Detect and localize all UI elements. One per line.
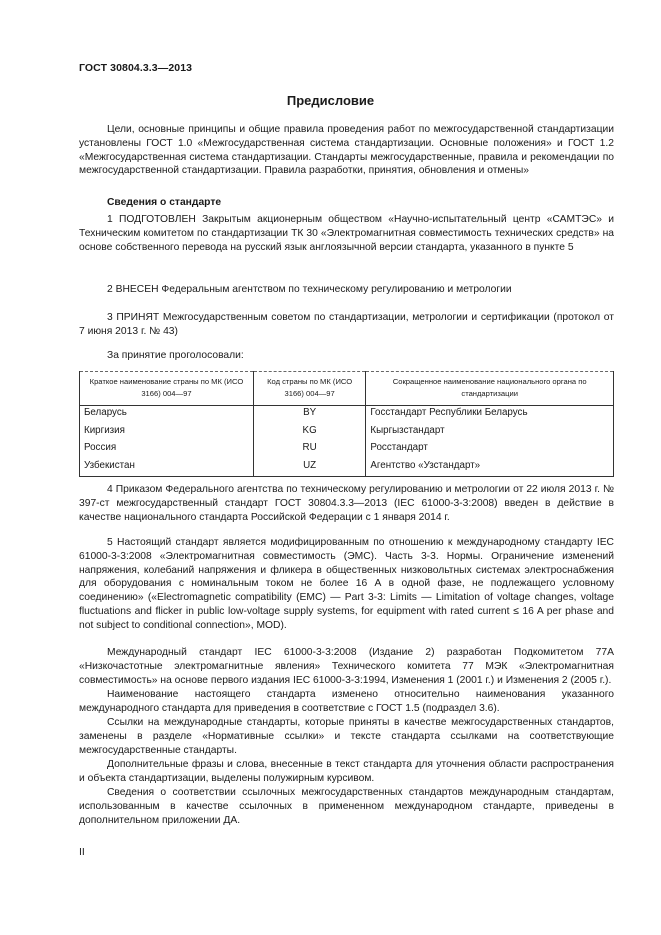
table-row <box>80 459 614 477</box>
references-paragraph: Ссылки на международные стандарты, которые приняты в качестве межгосударственных стандартов, заменены в разделе «Нормативные ссылки» и тексте стандарта ссылками на соответствующие межгосударственные стандарты. <box>79 717 614 756</box>
intl-standard-paragraph: Международный стандарт IEC 61000-3-3:2008 (Издание 2) разработан Подкомитетом 77А «Низкочастотные электромагнитные явления» Технического комитета 77 МЭК «Электромагнитная совместимость» на основе первого издания IEC 61000-3-3:1994, Изменения 1 (2001 г.) и Изменения 2 (2005 г.). <box>79 647 614 686</box>
table-cell-body: Госстандарт Республики Беларусь <box>366 406 614 424</box>
table-header-country: Краткое наименование страны по МК (ИСО 3166) 004—97 <box>80 372 254 406</box>
table-cell-country: Россия <box>80 441 254 459</box>
table-row <box>80 424 614 442</box>
table-row <box>80 406 614 424</box>
table-cell-country: Узбекистан <box>80 459 254 477</box>
page-title: Предисловие <box>286 93 375 108</box>
intro-paragraph: Цели, основные принципы и общие правила проведения работ по межгосударственной стандартизации установлены ГОСТ 1.0 «Межгосударственная система стандартизации. Основные положения» и ГОСТ 1.2 «Межгосударственная система стандартизации. Стандарты межгосударственные, правила и рекомендации по межгосударственной стандартизации. Правила разработки, принятия, обновления и отмены» <box>79 124 614 177</box>
item-3-paragraph: 3 ПРИНЯТ Межгосударственным советом по стандартизации, метрологии и сертификации (протокол от 7 июня 2013 г. № 43) <box>79 312 614 337</box>
table-cell-code: UZ <box>253 459 365 477</box>
item-4-paragraph: 4 Приказом Федерального агентства по техническому регулированию и метрологии от 22 июля 2013 г. № 397-ст межгосударственный стандарт ГОСТ 30804.3.3—2013 (IEC 61000-3-3:2008) введен в действие в качестве национального стандарта Российской Федерации с 1 января 2014 г. <box>79 484 614 523</box>
table-cell-code: RU <box>253 441 365 459</box>
table-cell-country: Киргизия <box>80 424 254 442</box>
item-1-paragraph: 1 ПОДГОТОВЛЕН Закрытым акционерным обществом «Научно-испытательный центр «САМТЭС» и Техническим комитетом по стандартизации ТК 30 «Электромагнитная совместимость технических средств» на основе собственного перевода на русский язык англоязычной версии стандарта, указанного в пункте 5 <box>79 214 614 253</box>
compliance-paragraph: Сведения о соответствии ссылочных межгосударственных стандартов международным стандартам, использованным в качестве ссылочных в примененном международном стандарте, приведены в дополнительном приложении ДА. <box>79 787 614 826</box>
table-cell-body: Росстандарт <box>366 441 614 459</box>
table-row <box>80 441 614 459</box>
table-cell-code: KG <box>253 424 365 442</box>
table-header-code: Код страны по МК (ИСО 3166) 004—97 <box>253 372 365 406</box>
item-5-paragraph: 5 Настоящий стандарт является модифицированным по отношению к международному стандарту IEC 61000-3-3:2008 «Электромагнитная совместимость (ЭМС). Часть 3-3. Нормы. Ограничение изменений напряжения, колебаний напряжения и фликера в общественных низковольтных системах электроснабжения для оборудования с номинальным током не более 16 А в одной фазе, не подлежащего условному соединению» («Electromagnetic compatibility (EMC) — Part 3-3: Limits — Limitation of voltage changes, voltage fluctuations and flicker in public low-voltage supply systems, for equipment with rated current ≤ 16 A per phase and not subject to conditional connection», MOD). <box>79 537 614 631</box>
voting-table <box>79 371 614 477</box>
table-cell-body: Агентство «Узстандарт» <box>366 459 614 477</box>
standard-code-header: ГОСТ 30804.3.3—2013 <box>79 62 193 74</box>
table-cell-code: BY <box>253 406 365 424</box>
voted-label: За принятие проголосовали: <box>107 350 244 361</box>
additional-words-paragraph: Дополнительные фразы и слова, внесенные в текст стандарта для уточнения области распространения и объекта стандартизации, выделены полужирным курсивом. <box>79 759 614 784</box>
item-2-paragraph: 2 ВНЕСЕН Федеральным агентством по техническому регулированию и метрологии <box>107 284 512 295</box>
table-header-body: Сокращенное наименование национального органа по стандартизации <box>366 372 614 406</box>
name-change-paragraph: Наименование настоящего стандарта изменено относительно наименования указанного международного стандарта для приведения в соответствие с ГОСТ 1.5 (подраздел 3.6). <box>79 689 614 714</box>
page-number: II <box>79 846 85 858</box>
table-cell-country: Беларусь <box>80 406 254 424</box>
standard-info-heading: Сведения о стандарте <box>107 197 222 208</box>
table-cell-body: Кыргызстандарт <box>366 424 614 442</box>
table-header-row <box>80 372 614 406</box>
